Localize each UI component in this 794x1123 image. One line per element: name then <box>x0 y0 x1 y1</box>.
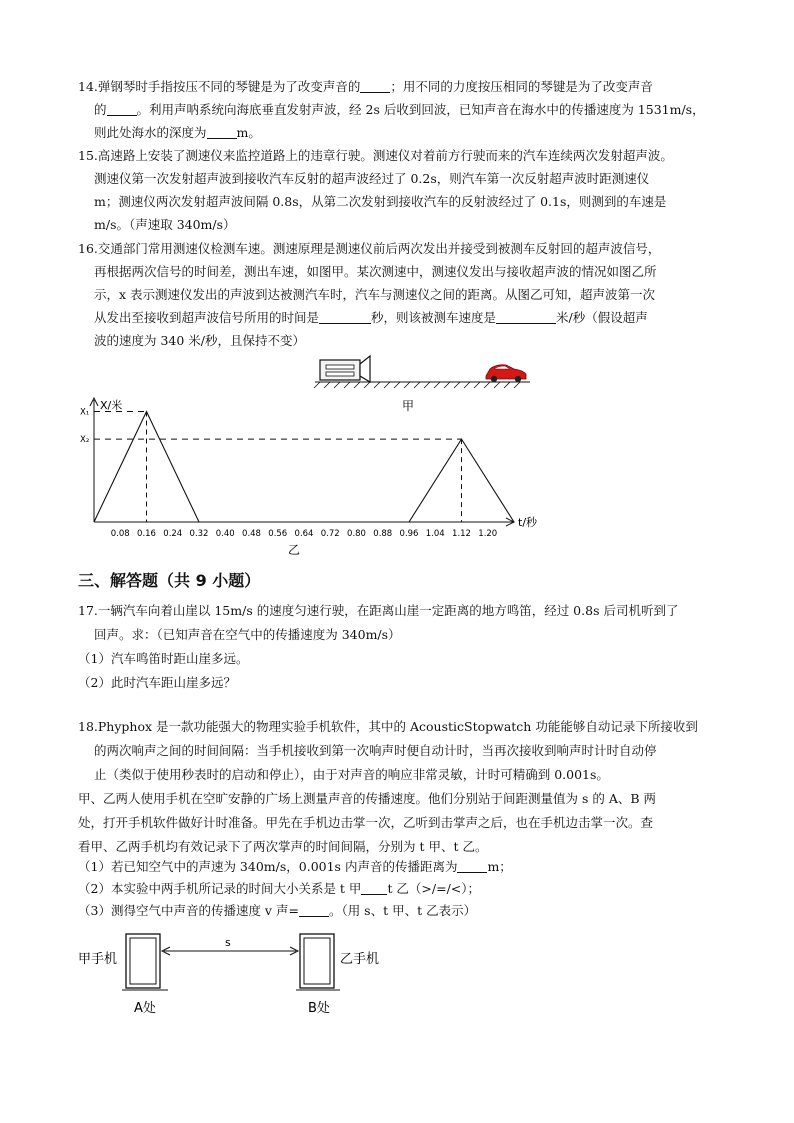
q16-line-3: 示，x 表示测速仪发出的声波到达被测汽车时，汽车与测速仪之间的距离。从图乙可知，超声波第一次 <box>94 287 656 302</box>
q18-sub-1: （1）若已知空气中的声速为 340m/s，0.001s 内声音的传播距离为 m； <box>78 859 512 874</box>
q14-line-3: 则此处海水的深度为 m。 <box>94 125 261 140</box>
x-tick-label: 0.24 <box>163 529 183 539</box>
q15-line-3: m；测速仪两次发射超声波间隔 0.8s，从第二次发射到接收汽车的反射波经过了 0.1s，则测到的车速是 <box>94 194 667 209</box>
q16-line-4: 从发出至接收到超声波信号所用的时间是 秒，则该被测车速度是 米/秒（假设超声 <box>94 310 648 325</box>
q18-line-6: 看甲、乙两手机均有效记录下了两次掌声的时间间隔，分别为 t 甲、t 乙。 <box>78 839 488 854</box>
x-tick-label: 1.12 <box>452 529 471 539</box>
q16-line-2: 再根据两次信号的时间差，测出车速，如图甲。某次测速中，测速仪发出与接收超声波的情况如图乙所 <box>94 264 657 279</box>
q18-blank-1[interactable] <box>457 858 487 873</box>
y-axis-label: X/米 <box>100 399 123 412</box>
figure-q18 <box>74 926 394 1026</box>
x-tick-label: 0.72 <box>320 529 340 539</box>
x-tick-label: 0.08 <box>110 529 130 539</box>
location-a-label: A处 <box>134 1001 156 1016</box>
q14-line-2: 的 。利用声呐系统向海底垂直发射声波，经 2s 后收到回波，已知声音在海水中的传播速度为 1531m/s， <box>94 102 705 117</box>
distance-label: s <box>225 936 231 949</box>
q16-line-5: 波的速度为 340 米/秒，且保持不变） <box>94 333 306 348</box>
x-tick-label: 0.96 <box>399 529 419 539</box>
q18-line-3: 止（类似于使用秒表时的启动和停止），由于对声音的响应非常灵敏，计时可精确到 0.001s。 <box>94 767 609 782</box>
graph-yi <box>78 394 548 564</box>
q14-blank-2[interactable] <box>107 101 137 116</box>
y-tick-label: X₂ <box>80 435 90 446</box>
x-tick-label: 1.20 <box>478 529 498 539</box>
q17-line-1: 17.一辆汽车向着山崖以 15m/s 的速度匀速行驶，在距离山崖一定距离的地方鸣笛，经过 0.8s 后司机听到了 <box>78 603 679 618</box>
q14-blank-3[interactable] <box>207 124 237 139</box>
q17-sub-1: （1）汽车鸣笛时距山崖多远。 <box>78 651 249 666</box>
location-b-label: B处 <box>308 1001 330 1016</box>
q17-line-2: 回声。求：（已知声音在空气中的传播速度为 340m/s） <box>94 627 401 642</box>
q14-blank-1[interactable] <box>360 78 390 93</box>
q18-blank-3[interactable] <box>299 902 329 917</box>
q17-sub-2: （2）此时汽车距山崖多远？ <box>78 675 236 690</box>
road-hatch <box>314 382 520 388</box>
x-tick-label: 0.80 <box>347 529 366 539</box>
q18-line-2: 的两次响声之间的时间间隔：当手机接收到第一次响声时便自动计时，当再次接收到响声时计时自动停 <box>94 743 657 758</box>
phone-yi-label: 乙手机 <box>340 952 380 967</box>
q16-blank-1[interactable] <box>319 309 371 324</box>
q15-line-1: 15.高速路上安装了测速仪来监控道路上的违章行驶。测速仪对着前方行驶而来的汽车连续两次发射超声波。 <box>78 148 673 163</box>
x-tick-label: 0.32 <box>189 529 209 539</box>
figure-jia-label: 甲 <box>402 399 415 413</box>
y-tick-label: X₁ <box>80 407 90 418</box>
x-tick-label: 0.40 <box>215 529 235 539</box>
q16-line-1: 16.交通部门常用测速仪检测车速。测速原理是测速仪前后两次发出并接受到被测车反射回的超声波信号， <box>78 241 661 256</box>
x-tick-label: 0.64 <box>294 529 314 539</box>
q18-blank-2[interactable] <box>361 880 387 895</box>
q18-line-5: 处，打开手机软件做好计时准备。甲先在手机边击掌一次，乙听到击掌声之后，也在手机边击掌一次。查 <box>78 815 654 830</box>
q14-line-1: 14.弹钢琴时手指按压不同的琴键是为了改变声音的 ；用不同的力度按压相同的琴键是为了改变声音 <box>78 79 653 94</box>
speed-gun-icon <box>320 356 370 382</box>
red-car-icon <box>486 365 526 382</box>
x-tick-label: 0.16 <box>137 529 156 539</box>
section-heading: 三、解答题（共 9 小题） <box>78 571 261 590</box>
x-tick-label: 0.88 <box>373 529 393 539</box>
q18-sub-2: （2）本实验中两手机所记录的时间大小关系是 t 甲 t 乙（>/=/<）； <box>78 881 481 896</box>
chart-title: 乙 <box>288 543 301 557</box>
q15-line-4: m/s。（声速取 340m/s） <box>94 217 236 232</box>
phone-jia-label: 甲手机 <box>78 952 118 967</box>
x-axis-label: t/秒 <box>518 516 538 529</box>
q16-blank-2[interactable] <box>496 309 556 324</box>
q18-line-1: 18.Phyphox 是一款功能强大的物理实验手机软件，其中的 AcousticStopwatch 功能能够自动记录下所接收到 <box>78 719 698 734</box>
x-tick-label: 0.48 <box>242 529 261 539</box>
q18-sub-3: （3）测得空气中声音的传播速度 v 声= 。（用 s、t 甲、t 乙表示） <box>78 903 477 918</box>
x-tick-label: 1.04 <box>425 529 445 539</box>
x-tick-label: 0.56 <box>268 529 288 539</box>
q18-line-4: 甲、乙两人使用手机在空旷安静的广场上测量声音的传播速度。他们分别站于间距测量值为 s 的 A、B 两 <box>78 791 657 806</box>
q15-line-2: 测速仪第一次发射超声波到接收汽车反射的超声波经过了 0.2s，则汽车第一次反射超声波时距测速仪 <box>94 171 650 186</box>
